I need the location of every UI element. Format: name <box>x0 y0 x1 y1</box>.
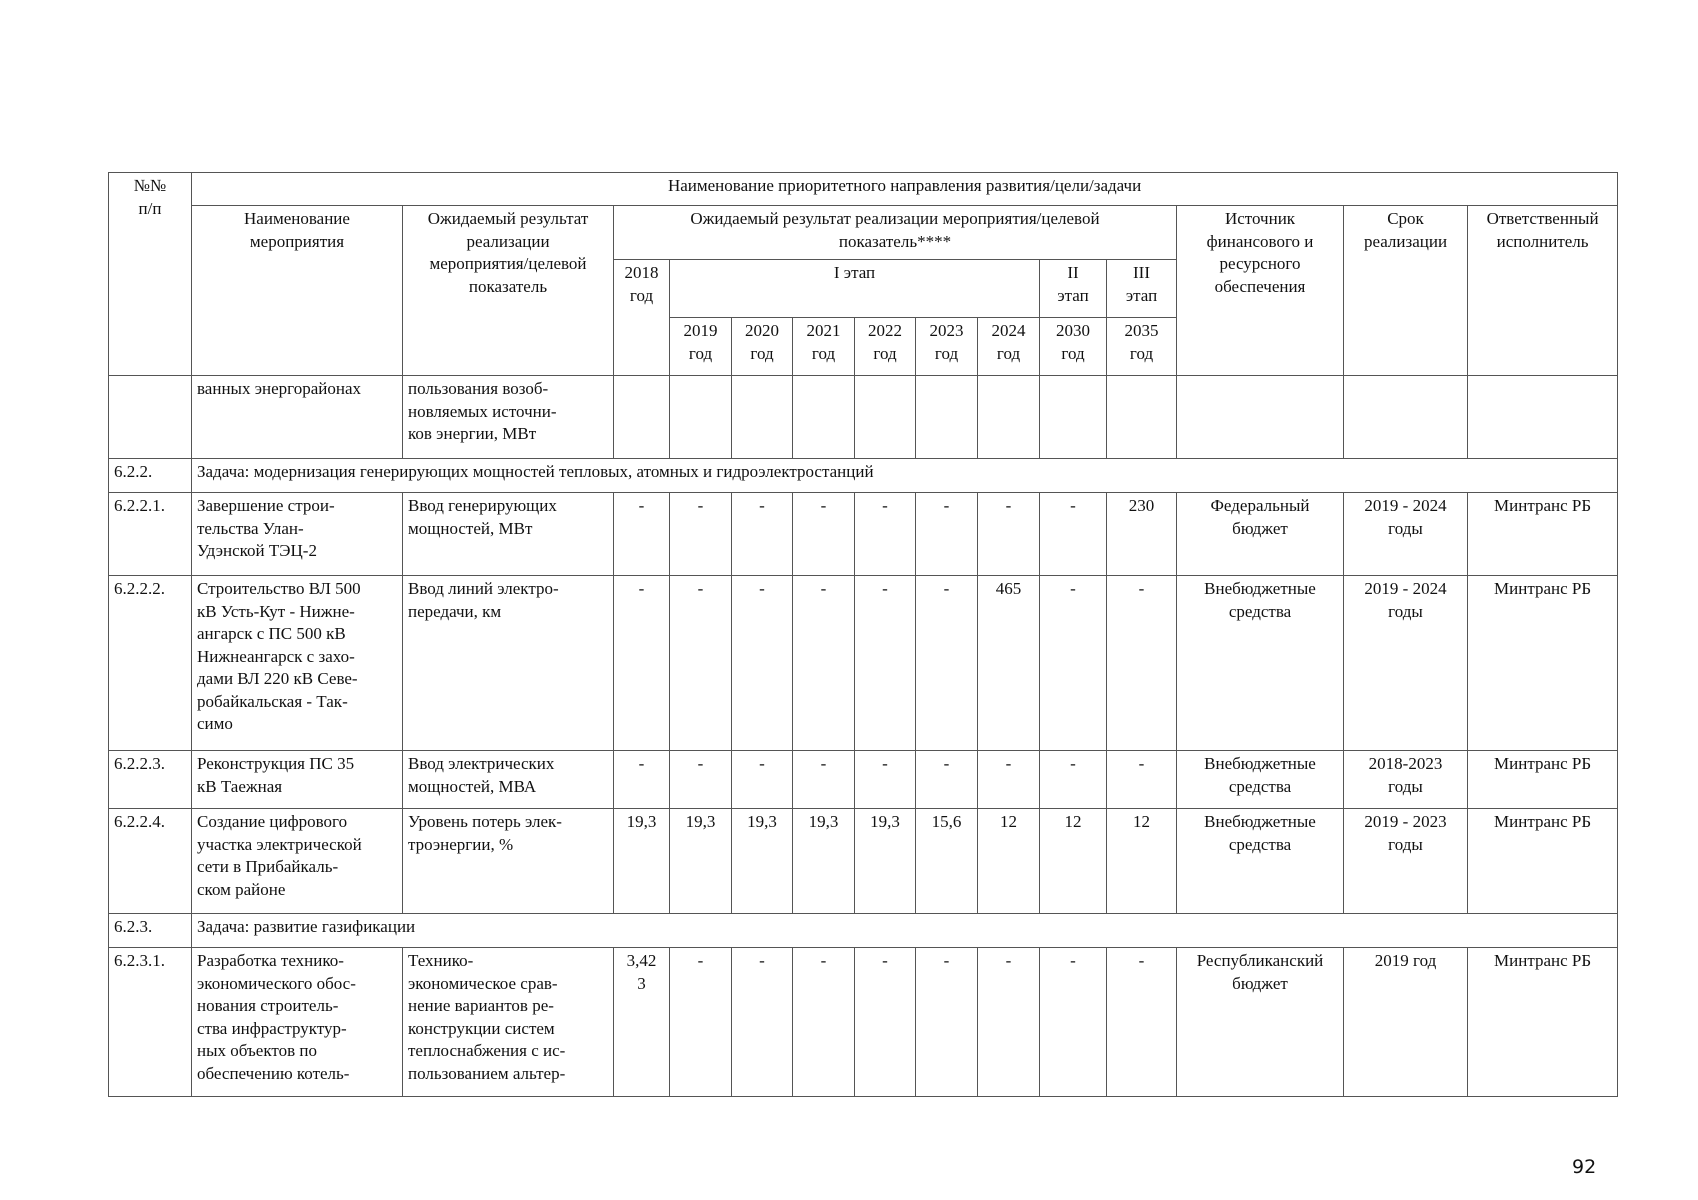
row-value: - <box>1040 948 1107 1097</box>
row-num: 6.2.2.4. <box>109 809 192 914</box>
row-value <box>732 376 793 459</box>
header-year-2022: 2022 год <box>855 318 916 376</box>
row-responsible: Минтранс РБ <box>1468 493 1618 576</box>
row-value <box>614 376 670 459</box>
row-expected-result: пользования возоб- новляемых источни- ков энергии, МВт <box>403 376 614 459</box>
row-value: - <box>732 576 793 751</box>
rows-group-6-2-2 <box>109 493 1618 914</box>
row-value: 19,3 <box>614 809 670 914</box>
task-text: Задача: развитие газификации <box>192 914 1618 948</box>
row-value: - <box>732 493 793 576</box>
header-year-2030: 2030 год <box>1040 318 1107 376</box>
row-value: 19,3 <box>670 809 732 914</box>
row-value: - <box>732 948 793 1097</box>
task-row-6-2-3 <box>109 914 1618 948</box>
row-responsible <box>1468 376 1618 459</box>
header-year-2018: 2018 год <box>614 260 670 376</box>
row-num: 6.2.2.2. <box>109 576 192 751</box>
row-source: Внебюджетные средства <box>1177 751 1344 809</box>
header-expected-result: Ожидаемый результат реализации мероприятия/целевой показатель <box>403 206 614 376</box>
row-value <box>1040 376 1107 459</box>
row-value: - <box>978 948 1040 1097</box>
task-row-6-2-2 <box>109 459 1618 493</box>
row-expected-result: Ввод электрических мощностей, МВА <box>403 751 614 809</box>
header-year-2024: 2024 год <box>978 318 1040 376</box>
row-num: 6.2.2.1. <box>109 493 192 576</box>
row-term <box>1344 376 1468 459</box>
row-value: 19,3 <box>732 809 793 914</box>
row-value: 12 <box>978 809 1040 914</box>
row-value: - <box>1107 751 1177 809</box>
task-num: 6.2.3. <box>109 914 192 948</box>
row-term: 2019 - 2023 годы <box>1344 809 1468 914</box>
header-responsible: Ответственный исполнитель <box>1468 206 1618 376</box>
header-stage-2: II этап <box>1040 260 1107 318</box>
row-num <box>109 376 192 459</box>
page-number: 92 <box>1572 1156 1597 1178</box>
row-value <box>978 376 1040 459</box>
row-source: Внебюджетные средства <box>1177 809 1344 914</box>
rows-group-6-2-3 <box>109 948 1618 1097</box>
table-row-continuation <box>109 376 1618 459</box>
row-value <box>670 376 732 459</box>
row-responsible: Минтранс РБ <box>1468 576 1618 751</box>
header-stage-3: III этап <box>1107 260 1177 318</box>
header-year-2023: 2023 год <box>916 318 978 376</box>
row-value: - <box>855 948 916 1097</box>
row-value <box>855 376 916 459</box>
row-source: Внебюджетные средства <box>1177 576 1344 751</box>
row-value <box>793 376 855 459</box>
row-value: - <box>793 493 855 576</box>
task-text: Задача: модернизация генерирующих мощностей тепловых, атомных и гидроэлектростанций <box>192 459 1618 493</box>
header-term: Срок реализации <box>1344 206 1468 376</box>
table-row <box>109 493 1618 576</box>
row-value: - <box>614 751 670 809</box>
row-value: - <box>732 751 793 809</box>
row-event-name: Реконструкция ПС 35 кВ Таежная <box>192 751 403 809</box>
row-expected-result: Уровень потерь элек- троэнергии, % <box>403 809 614 914</box>
row-value: - <box>793 948 855 1097</box>
row-value: - <box>793 751 855 809</box>
measures-table <box>108 172 1618 1097</box>
row-value: - <box>670 576 732 751</box>
row-source: Республиканский бюджет <box>1177 948 1344 1097</box>
row-term: 2019 год <box>1344 948 1468 1097</box>
row-value: - <box>1040 576 1107 751</box>
row-value <box>916 376 978 459</box>
row-value: 230 <box>1107 493 1177 576</box>
task-num: 6.2.2. <box>109 459 192 493</box>
row-responsible: Минтранс РБ <box>1468 809 1618 914</box>
header-year-2019: 2019 год <box>670 318 732 376</box>
row-value: - <box>1040 493 1107 576</box>
table-row <box>109 751 1618 809</box>
header-year-2020: 2020 год <box>732 318 793 376</box>
row-value: - <box>670 751 732 809</box>
row-value: 19,3 <box>793 809 855 914</box>
row-event-name: ванных энергорайонах <box>192 376 403 459</box>
row-expected-result: Ввод генерирующих мощностей, МВт <box>403 493 614 576</box>
row-value: - <box>916 948 978 1097</box>
row-value: 3,42 3 <box>614 948 670 1097</box>
header-direction: Наименование приоритетного направления развития/цели/задачи <box>192 173 1618 206</box>
row-value <box>1107 376 1177 459</box>
row-num: 6.2.2.3. <box>109 751 192 809</box>
header-stage-1: I этап <box>670 260 1040 318</box>
row-value: - <box>670 493 732 576</box>
row-value: - <box>614 493 670 576</box>
row-value: - <box>793 576 855 751</box>
header-event-name: Наименование мероприятия <box>192 206 403 376</box>
row-value: - <box>1107 948 1177 1097</box>
row-expected-result: Ввод линий электро- передачи, км <box>403 576 614 751</box>
row-value: - <box>855 751 916 809</box>
row-source <box>1177 376 1344 459</box>
row-value: - <box>1040 751 1107 809</box>
row-value: - <box>978 493 1040 576</box>
row-responsible: Минтранс РБ <box>1468 948 1618 1097</box>
row-event-name: Создание цифрового участка электрической сети в Прибайкаль- ском районе <box>192 809 403 914</box>
row-value: 12 <box>1107 809 1177 914</box>
row-value: - <box>614 576 670 751</box>
header-source: Источник финансового и ресурсного обеспечения <box>1177 206 1344 376</box>
row-value: - <box>1107 576 1177 751</box>
table-row <box>109 948 1618 1097</box>
table-row <box>109 576 1618 751</box>
row-value: - <box>978 751 1040 809</box>
header-num: №№ п/п <box>109 173 192 376</box>
row-value: 19,3 <box>855 809 916 914</box>
header-row-2 <box>109 206 1618 260</box>
row-value: 465 <box>978 576 1040 751</box>
row-event-name: Строительство ВЛ 500 кВ Усть-Кут - Нижне- ангарск с ПС 500 кВ Нижнеангарск с захо- дами ВЛ 220 кВ Севе- робайкальская - Так- симо <box>192 576 403 751</box>
row-value: - <box>855 576 916 751</box>
header-year-2035: 2035 год <box>1107 318 1177 376</box>
row-value: - <box>916 493 978 576</box>
header-row-1 <box>109 173 1618 206</box>
table-row <box>109 809 1618 914</box>
row-event-name: Разработка технико- экономического обос- нования строитель- ства инфраструктур- ных объектов по обеспечению котель- <box>192 948 403 1097</box>
row-event-name: Завершение строи- тельства Улан- Удэнской ТЭЦ-2 <box>192 493 403 576</box>
row-value: 12 <box>1040 809 1107 914</box>
row-term: 2019 - 2024 годы <box>1344 576 1468 751</box>
row-num: 6.2.3.1. <box>109 948 192 1097</box>
row-value: - <box>916 751 978 809</box>
header-year-2021: 2021 год <box>793 318 855 376</box>
row-expected-result: Технико- экономическое срав- нение вариантов ре- конструкции систем теплоснабжения с ис- пользованием альтер- <box>403 948 614 1097</box>
row-value: - <box>855 493 916 576</box>
row-responsible: Минтранс РБ <box>1468 751 1618 809</box>
row-source: Федеральный бюджет <box>1177 493 1344 576</box>
row-value: - <box>916 576 978 751</box>
row-value: 15,6 <box>916 809 978 914</box>
row-term: 2018-2023 годы <box>1344 751 1468 809</box>
row-term: 2019 - 2024 годы <box>1344 493 1468 576</box>
header-expected-indicator: Ожидаемый результат реализации мероприятия/целевой показатель**** <box>614 206 1177 260</box>
row-value: - <box>670 948 732 1097</box>
